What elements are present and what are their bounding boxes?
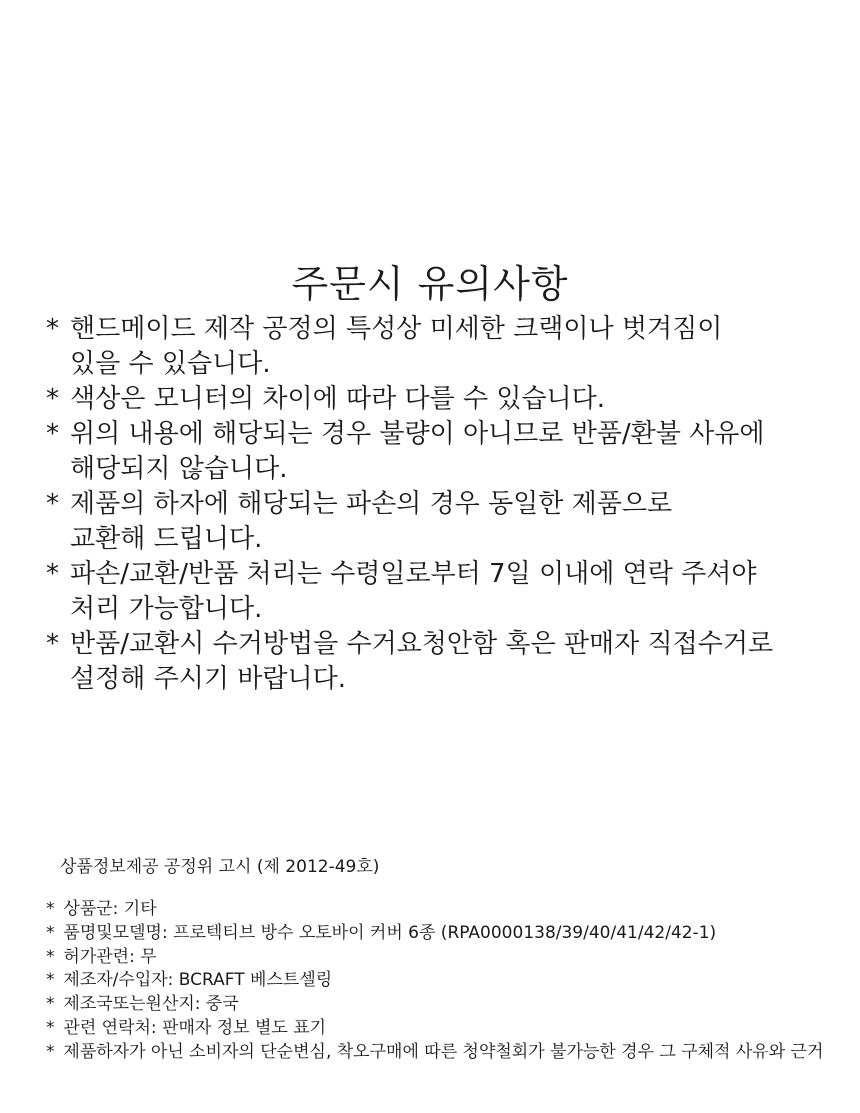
product-info-item: [46, 946, 846, 970]
product-info-text: 품명및모델명: 프로텍티브 방수 오토바이 커버 6종 (RPA0000138/39/40/41/42/42-1): [63, 922, 717, 943]
product-info-item: [46, 922, 846, 946]
notice-line: 교환해 드립니다.: [70, 524, 263, 554]
product-info-item: [46, 1041, 846, 1065]
product-info-text: 제조국또는원산지: 중국: [63, 994, 239, 1015]
product-info-list: [46, 898, 846, 1065]
bullet-asterisk: *: [46, 1017, 55, 1038]
product-info-text: 제조자/수입자: BCRAFT 베스트셀링: [63, 970, 333, 991]
notice-line: 파손/교환/반품 처리는 수령일로부터 7일 이내에 연락 주셔야: [70, 559, 757, 589]
notice-item: [46, 312, 846, 382]
notice-item: [46, 627, 846, 697]
bullet-asterisk: *: [46, 970, 55, 991]
product-info-text: 상품군: 기타: [63, 899, 157, 919]
notice-line: 반품/교환시 수거방법을 수거요청안함 혹은 판매자 직접수거로: [70, 629, 774, 659]
bullet-asterisk: *: [46, 994, 55, 1015]
notice-line: 해당되지 않습니다.: [70, 454, 288, 484]
notice-line: 처리 가능합니다.: [70, 594, 263, 624]
bullet-asterisk: *: [46, 1041, 55, 1062]
product-info-item: [46, 1017, 846, 1041]
notice-item: [46, 382, 846, 417]
bullet-asterisk: *: [46, 419, 59, 449]
bullet-asterisk: *: [46, 314, 59, 344]
bullet-asterisk: *: [46, 489, 59, 519]
product-info-text: 제품하자가 아닌 소비자의 단순변심, 착오구매에 따른 청약철회가 불가능한 경우 그 구체적 사유와 근거: [63, 1041, 824, 1062]
product-info-item: [46, 969, 846, 993]
notice-line: 색상은 모니터의 차이에 따라 다를 수 있습니다.: [70, 384, 606, 414]
bullet-asterisk: *: [46, 559, 59, 589]
notice-item: [46, 557, 846, 627]
product-info-text: 관련 연락처: 판매자 정보 별도 표기: [63, 1017, 327, 1038]
notice-line: 있을 수 있습니다.: [70, 349, 271, 379]
product-info-item: [46, 993, 846, 1017]
notice-line: 위의 내용에 해당되는 경우 불량이 아니므로 반품/환불 사유에: [70, 419, 765, 449]
notice-line: 설정해 주시기 바랍니다.: [70, 664, 346, 694]
order-notice-list: [46, 312, 846, 697]
notice-line: 핸드메이드 제작 공정의 특성상 미세한 크랙이나 벗겨짐이: [70, 314, 723, 344]
page-title: 주문시 유의사항: [291, 262, 569, 307]
notice-item: [46, 417, 846, 487]
product-info-text: 허가관련: 무: [63, 946, 157, 967]
notice-item: [46, 487, 846, 557]
bullet-asterisk: *: [46, 899, 55, 919]
bullet-asterisk: *: [46, 629, 59, 659]
bullet-asterisk: *: [46, 922, 55, 943]
product-info-heading: 상품정보제공 공정위 고시 (제 2012-49호): [60, 857, 380, 877]
notice-line: 제품의 하자에 해당되는 파손의 경우 동일한 제품으로: [70, 489, 673, 519]
product-info-item: [46, 898, 846, 922]
bullet-asterisk: *: [46, 946, 55, 967]
bullet-asterisk: *: [46, 384, 59, 414]
